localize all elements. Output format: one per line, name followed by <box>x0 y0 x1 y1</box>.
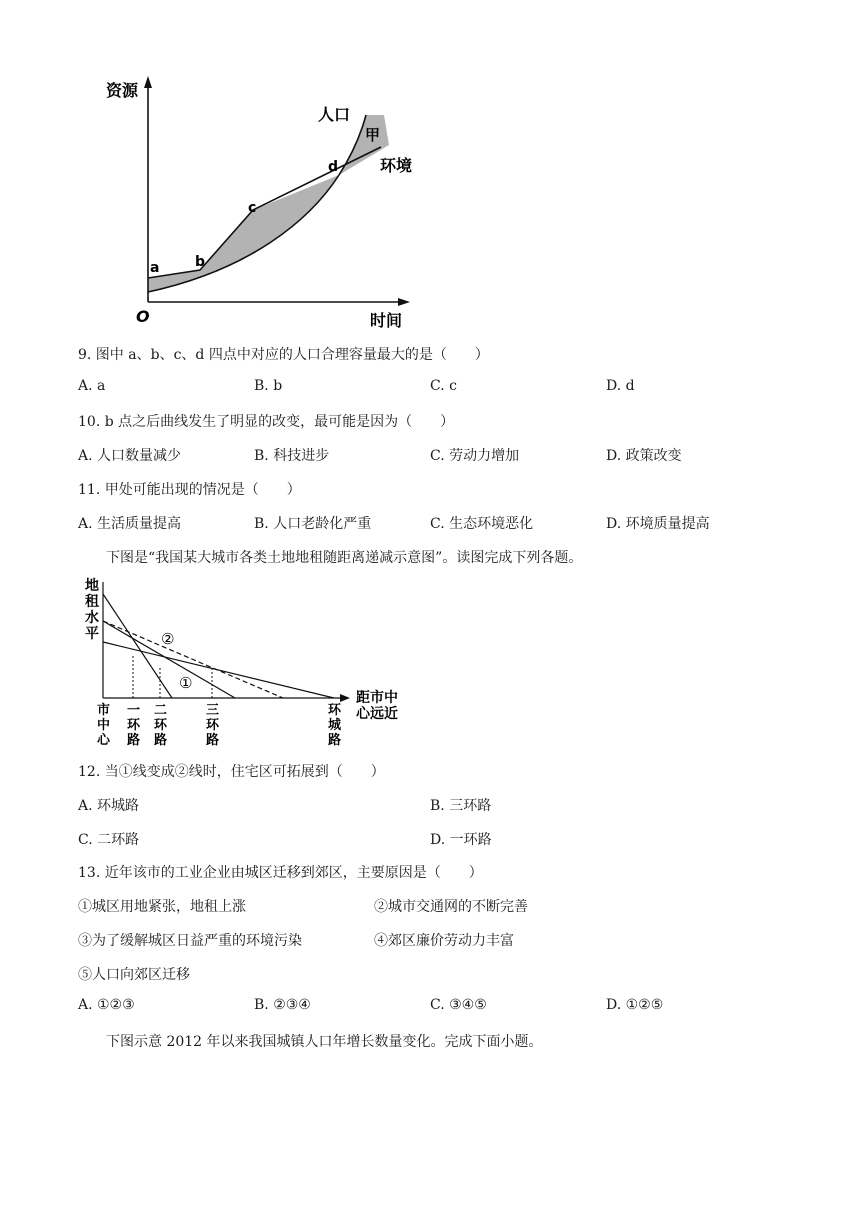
q11-option-b[interactable]: B. 人口老龄化严重 <box>254 516 372 532</box>
q12-option-c[interactable]: C. 二环路 <box>78 832 140 848</box>
q13-statement-2: ②城市交通网的不断完善 <box>374 899 528 915</box>
q10-option-c[interactable]: C. 劳动力增加 <box>430 448 520 464</box>
svg-text:路: 路 <box>127 733 141 748</box>
line-1-label: ① <box>179 674 193 692</box>
q11-option-c[interactable]: C. 生态环境恶化 <box>430 516 534 532</box>
q9-option-c[interactable]: C. c <box>430 378 457 394</box>
q12-option-a[interactable]: A. 环城路 <box>78 798 140 814</box>
q13-option-b[interactable]: B. ②③④ <box>254 997 311 1013</box>
svg-text:环: 环 <box>328 703 342 718</box>
x-axis-label: 时间 <box>370 311 403 330</box>
svg-text:二: 二 <box>154 703 168 718</box>
question-11-stem: 11. 甲处可能出现的情况是（ ） <box>78 482 301 498</box>
line-2-label: ② <box>161 630 175 648</box>
region-jia-label: 甲 <box>365 126 381 144</box>
q13-statement-1: ①城区用地紧张，地租上涨 <box>78 899 246 915</box>
q9-option-a[interactable]: A. a <box>78 378 106 394</box>
svg-text:路: 路 <box>154 733 168 748</box>
resource-population-environment-figure <box>100 70 430 335</box>
svg-text:市: 市 <box>97 703 111 718</box>
land-rent-distance-figure <box>80 574 410 754</box>
y-axis-arrow <box>144 76 152 88</box>
population-label: 人口 <box>318 105 351 124</box>
q11-option-a[interactable]: A. 生活质量提高 <box>78 516 182 532</box>
question-9-stem: 9. 图中 a、b、c、d 四点中对应的人口合理容量最大的是（ ） <box>78 347 489 363</box>
question-10-stem: 10. b 点之后曲线发生了明显的改变，最可能是因为（ ） <box>78 414 455 430</box>
origin-label: O <box>136 307 150 326</box>
point-b-label: b <box>195 254 206 270</box>
q13-statement-4: ④郊区廉价劳动力丰富 <box>374 933 514 949</box>
tick-label-city-center <box>97 702 111 748</box>
svg-text:环: 环 <box>127 718 141 733</box>
svg-text:环: 环 <box>154 718 168 733</box>
svg-text:路: 路 <box>206 733 220 748</box>
y-axis-label-char-4: 平 <box>85 626 99 642</box>
y-axis-label-char-2: 租 <box>85 594 99 610</box>
q13-option-a[interactable]: A. ①②③ <box>78 997 135 1013</box>
svg-text:心: 心 <box>97 733 111 748</box>
y-axis-label-char-1: 地 <box>85 578 99 594</box>
point-d-label: d <box>328 159 339 175</box>
point-c-label: c <box>248 200 257 216</box>
section-intro-urban-population: 下图示意 2012 年以来我国城镇人口年增长数量变化。完成下面小题。 <box>106 1034 543 1050</box>
q12-option-d[interactable]: D. 一环路 <box>430 832 492 848</box>
svg-text:环: 环 <box>206 718 220 733</box>
environment-label: 环境 <box>380 156 413 175</box>
population-curve <box>148 115 366 292</box>
question-12-stem: 12. 当①线变成②线时，住宅区可拓展到（ ） <box>78 764 385 780</box>
q12-option-b[interactable]: B. 三环路 <box>430 798 492 814</box>
y-axis-label-char-3: 水 <box>85 610 99 626</box>
tick-label-ring-road <box>328 702 342 748</box>
x-axis-arrow <box>340 694 350 702</box>
svg-text:三: 三 <box>206 703 220 718</box>
q11-option-d[interactable]: D. 环境质量提高 <box>606 516 710 532</box>
q13-option-c[interactable]: C. ③④⑤ <box>430 997 487 1013</box>
q10-option-b[interactable]: B. 科技进步 <box>254 448 330 464</box>
q9-option-d[interactable]: D. d <box>606 378 635 394</box>
q10-option-d[interactable]: D. 政策改变 <box>606 448 682 464</box>
x-axis-arrow <box>398 298 410 306</box>
svg-text:中: 中 <box>97 718 111 733</box>
svg-text:一: 一 <box>127 703 141 718</box>
tick-label-ring-2 <box>154 703 168 748</box>
point-a-label: a <box>150 260 160 276</box>
x-axis-label-line-1: 距市中 <box>356 690 398 706</box>
rent-line-2-dashed <box>103 621 283 698</box>
shaded-region-below-environment <box>148 175 339 292</box>
svg-text:路: 路 <box>328 733 342 748</box>
q10-option-a[interactable]: A. 人口数量减少 <box>78 448 182 464</box>
x-axis-label-line-2: 心远近 <box>356 706 398 722</box>
q13-statement-3: ③为了缓解城区日益严重的环境污染 <box>78 933 302 949</box>
q13-statement-5: ⑤人口向郊区迁移 <box>78 967 190 983</box>
rent-line-industrial <box>103 642 334 698</box>
q13-option-d[interactable]: D. ①②⑤ <box>606 997 664 1013</box>
tick-label-ring-3 <box>206 703 220 748</box>
section-intro-land-rent: 下图是“我国某大城市各类土地地租随距离递减示意图”。读图完成下列各题。 <box>106 550 583 566</box>
svg-text:城: 城 <box>328 718 342 733</box>
q9-option-b[interactable]: B. b <box>254 378 283 394</box>
question-13-stem: 13. 近年该市的工业企业由城区迁移到郊区，主要原因是（ ） <box>78 865 483 881</box>
y-axis-label: 资源 <box>106 81 139 100</box>
tick-label-ring-1 <box>127 703 141 748</box>
